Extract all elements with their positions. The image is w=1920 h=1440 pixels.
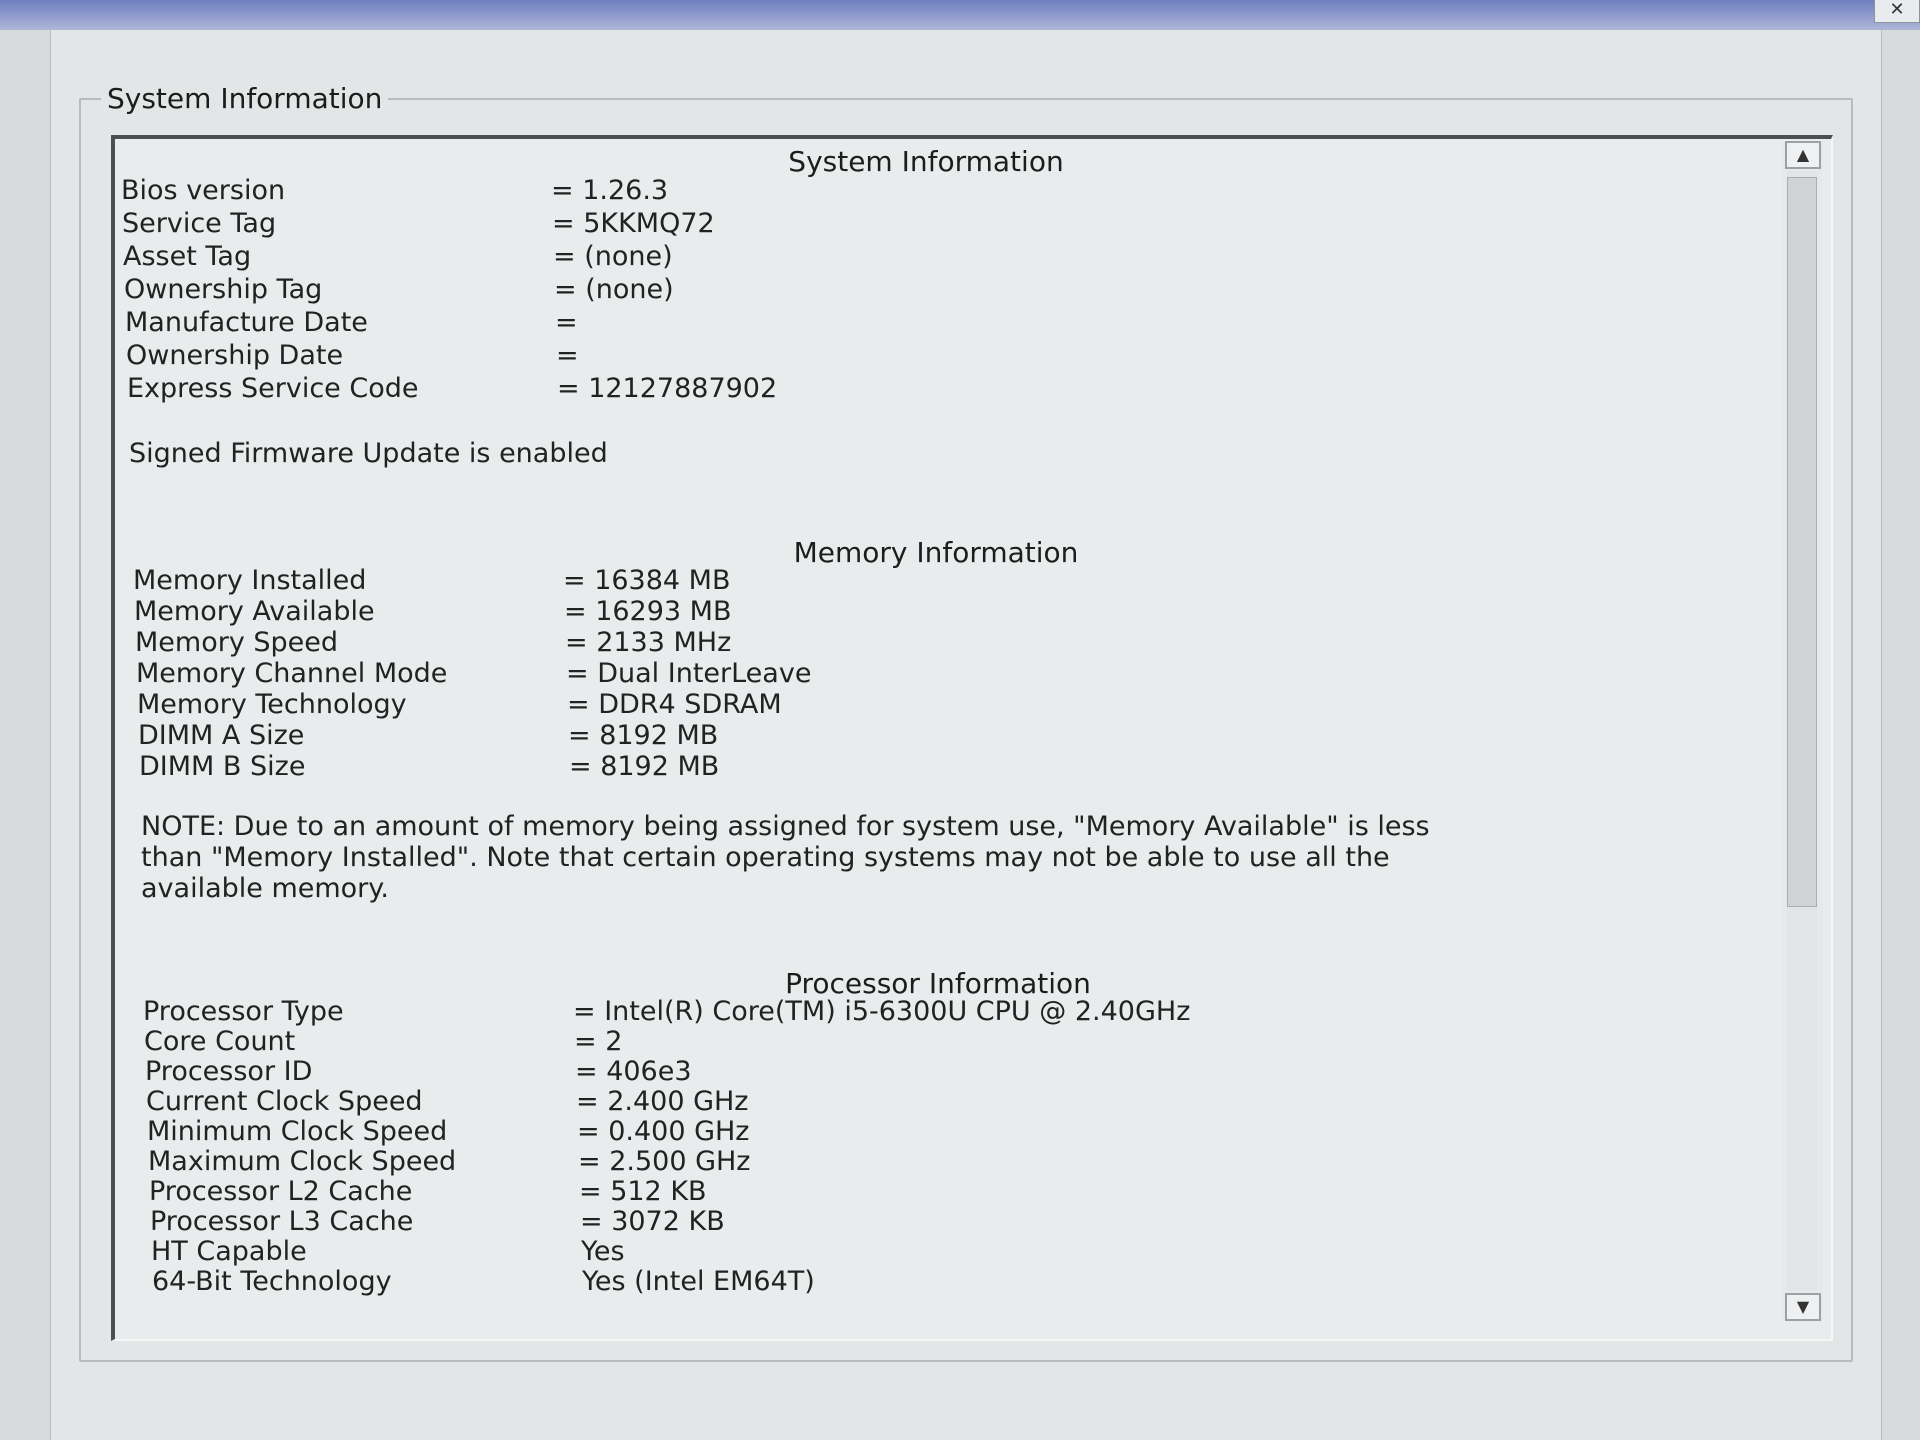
row-label: Service Tag	[122, 208, 277, 239]
info-row-memory-available	[134, 596, 1734, 628]
info-content	[121, 139, 1731, 1339]
info-row-dimm-a-size	[138, 720, 1738, 752]
info-row-minimum-clock-speed	[147, 1116, 1747, 1148]
scroll-track[interactable]	[1787, 171, 1817, 1291]
info-row-bios-version	[121, 175, 1721, 207]
info-row-processor-type	[143, 996, 1743, 1028]
info-row-manufacture-date	[125, 307, 1725, 339]
row-label: Memory Installed	[133, 565, 367, 596]
info-row-dimm-b-size	[139, 751, 1739, 783]
row-label: Memory Technology	[137, 689, 407, 720]
info-row-core-count	[144, 1026, 1744, 1058]
info-row-processor-l2-cache	[149, 1176, 1749, 1208]
info-row-64-bit-technology	[152, 1266, 1752, 1298]
row-label: 64-Bit Technology	[152, 1266, 392, 1297]
row-value: = 16293 MB	[564, 596, 732, 627]
bios-window	[50, 30, 1882, 1440]
scroll-down-button[interactable]	[1785, 1293, 1821, 1321]
memory-note: NOTE: Due to an amount of memory being assigned for system use, "Memory Available" is less than "Memory Installed". Note that certain operating systems may not be able to use all the available memory.	[141, 811, 1430, 904]
row-value: = 406e3	[575, 1056, 692, 1087]
row-value: = 16384 MB	[563, 565, 731, 596]
arrow-down-icon: ▼	[1796, 1297, 1810, 1316]
row-label: Maximum Clock Speed	[148, 1146, 457, 1177]
row-value: Yes	[581, 1236, 625, 1267]
row-value: = DDR4 SDRAM	[567, 689, 782, 720]
info-row-ht-capable	[151, 1236, 1751, 1268]
row-value: = 2.500 GHz	[578, 1146, 751, 1177]
row-value: = 0.400 GHz	[577, 1116, 750, 1147]
close-button[interactable]	[1874, 0, 1920, 23]
info-row-ownership-date	[126, 340, 1726, 372]
row-value: = 2133 MHz	[565, 627, 732, 658]
row-label: Core Count	[144, 1026, 296, 1057]
row-label: Processor L2 Cache	[149, 1176, 413, 1207]
row-value: Yes (Intel EM64T)	[582, 1266, 815, 1297]
info-row-asset-tag	[123, 241, 1723, 273]
info-row-memory-technology	[137, 689, 1737, 721]
row-label: Current Clock Speed	[146, 1086, 423, 1117]
row-label: Memory Available	[134, 596, 375, 627]
row-value: = 512 KB	[579, 1176, 707, 1207]
info-row-express-service-code	[127, 373, 1727, 405]
row-label: Memory Channel Mode	[136, 658, 448, 689]
title-bar	[0, 0, 1920, 30]
row-value: = 12127887902	[557, 373, 778, 404]
row-label: DIMM B Size	[139, 751, 306, 782]
row-label: Asset Tag	[123, 241, 252, 272]
row-label: Processor L3 Cache	[150, 1206, 414, 1237]
row-label: DIMM A Size	[138, 720, 305, 751]
row-value: = 5KKMQ72	[552, 208, 715, 239]
memory-section-title: Memory Information	[793, 536, 1079, 569]
row-value: = Dual InterLeave	[566, 658, 812, 689]
row-label: Ownership Tag	[124, 274, 323, 305]
row-value: = 8192 MB	[569, 751, 720, 782]
vertical-scrollbar[interactable]	[1781, 141, 1823, 1321]
info-row-service-tag	[122, 208, 1722, 240]
info-scroll-panel[interactable]	[111, 135, 1833, 1341]
group-title: System Information	[101, 82, 388, 115]
system-section-title: System Information	[788, 145, 1064, 178]
row-value: =	[555, 307, 578, 338]
scroll-up-button[interactable]	[1785, 141, 1821, 169]
row-label: Ownership Date	[126, 340, 344, 371]
firmware-update-status	[129, 438, 1729, 470]
row-value: = 3072 KB	[580, 1206, 725, 1237]
row-value: = Intel(R) Core(TM) i5-6300U CPU @ 2.40GHz	[573, 996, 1191, 1027]
row-value: = (none)	[553, 241, 673, 272]
row-label: Express Service Code	[127, 373, 419, 404]
row-label: Minimum Clock Speed	[147, 1116, 448, 1147]
row-label: Processor Type	[143, 996, 344, 1027]
info-row-maximum-clock-speed	[148, 1146, 1748, 1178]
row-label: Memory Speed	[135, 627, 339, 658]
info-row-memory-channel-mode	[136, 658, 1736, 690]
row-label: HT Capable	[151, 1236, 307, 1267]
row-value: = 2.400 GHz	[576, 1086, 749, 1117]
info-row-memory-installed	[133, 565, 1733, 597]
info-row-processor-l3-cache	[150, 1206, 1750, 1238]
close-icon: ✕	[1889, 0, 1905, 20]
info-row-memory-speed	[135, 627, 1735, 659]
scroll-thumb[interactable]	[1787, 177, 1817, 907]
system-information-group	[79, 82, 1853, 1362]
row-value: = 8192 MB	[568, 720, 719, 751]
info-row-processor-id	[145, 1056, 1745, 1088]
row-label: Bios version	[121, 175, 286, 206]
row-value: =	[556, 340, 579, 371]
firmware-status-text: Signed Firmware Update is enabled	[129, 438, 608, 469]
info-row-current-clock-speed	[146, 1086, 1746, 1118]
row-label: Processor ID	[145, 1056, 313, 1087]
arrow-up-icon: ▲	[1796, 145, 1810, 164]
row-value: = (none)	[554, 274, 674, 305]
info-row-ownership-tag	[124, 274, 1724, 306]
row-value: = 1.26.3	[551, 175, 669, 206]
row-value: = 2	[574, 1026, 623, 1057]
processor-section-title: Processor Information	[785, 967, 1091, 1000]
row-label: Manufacture Date	[125, 307, 368, 338]
